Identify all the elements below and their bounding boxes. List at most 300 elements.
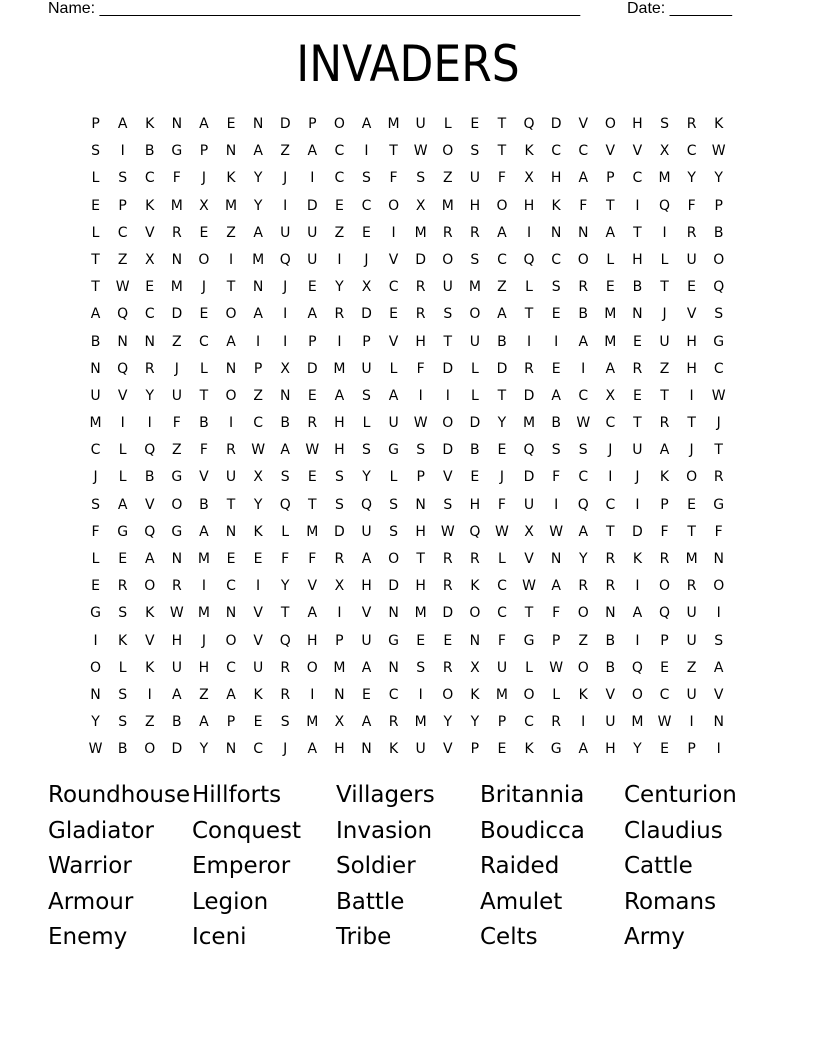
- grid-letter: R: [307, 415, 318, 432]
- grid-letter: I: [526, 224, 532, 241]
- grid-letter: P: [362, 333, 371, 350]
- grid-letter: S: [91, 496, 100, 513]
- grid-letter: H: [632, 251, 643, 268]
- grid-letter: T: [606, 523, 615, 540]
- grid-letter: O: [198, 251, 210, 268]
- grid-letter: X: [253, 469, 263, 486]
- grid-letter: S: [551, 442, 561, 459]
- grid-letter: J: [689, 442, 694, 459]
- grid-letter: C: [605, 496, 616, 513]
- grid-letter: P: [714, 197, 723, 214]
- grid-letter: L: [525, 659, 533, 676]
- grid-letter: R: [713, 469, 724, 486]
- grid-letter: W: [413, 415, 428, 432]
- grid-letter: U: [361, 523, 372, 540]
- grid-letter: W: [169, 605, 184, 622]
- grid-letter: S: [578, 442, 588, 459]
- grid-letter: L: [362, 415, 371, 432]
- grid-letter: O: [496, 197, 508, 214]
- grid-letter: S: [362, 170, 371, 187]
- grid-letter: H: [415, 578, 426, 595]
- grid-letter: X: [524, 523, 534, 540]
- grid-letter: G: [171, 143, 183, 160]
- word-list-item: Celts: [480, 924, 538, 951]
- grid-letter: E: [253, 551, 263, 567]
- grid-letter: F: [172, 170, 181, 187]
- grid-letter: K: [470, 578, 480, 595]
- grid-letter: E: [307, 279, 317, 296]
- grid-letter: J: [364, 251, 369, 268]
- grid-letter: R: [632, 360, 643, 377]
- grid-letter: I: [635, 632, 640, 649]
- grid-letter: M: [197, 551, 210, 567]
- grid-letter: N: [117, 333, 128, 350]
- grid-letter: F: [91, 523, 100, 540]
- grid-letter: U: [307, 224, 318, 241]
- grid-letter: Z: [199, 686, 209, 703]
- grid-letter: I: [635, 496, 640, 513]
- grid-letter: N: [171, 251, 183, 268]
- grid-letter: A: [199, 116, 209, 132]
- grid-letter: P: [91, 116, 100, 132]
- grid-letter: Q: [279, 251, 291, 268]
- grid-letter: B: [470, 442, 480, 459]
- grid-letter: T: [443, 333, 453, 350]
- grid-letter: A: [144, 551, 155, 567]
- grid-letter: M: [495, 686, 508, 703]
- grid-letter: E: [91, 197, 100, 214]
- grid-letter: G: [713, 333, 725, 350]
- grid-letter: M: [89, 415, 102, 432]
- grid-letter: K: [253, 686, 263, 703]
- grid-letter: C: [388, 686, 399, 703]
- grid-letter: G: [117, 523, 129, 540]
- grid-letter: C: [605, 415, 616, 432]
- grid-letter: Q: [279, 632, 291, 649]
- grid-letter: R: [551, 714, 561, 731]
- grid-letter: D: [306, 197, 318, 214]
- grid-letter: L: [606, 251, 615, 268]
- grid-letter: I: [310, 686, 315, 703]
- grid-letter: A: [117, 116, 128, 132]
- grid-letter: T: [714, 442, 723, 459]
- grid-letter: M: [468, 279, 481, 296]
- grid-letter: K: [524, 741, 534, 758]
- grid-letter: T: [389, 143, 398, 160]
- grid-letter: A: [551, 578, 561, 595]
- word-list: [48, 778, 768, 956]
- grid-letter: I: [662, 224, 667, 241]
- word-list-item: Centurion: [624, 782, 737, 808]
- grid-letter: F: [281, 551, 290, 567]
- grid-letter: R: [578, 279, 589, 296]
- grid-letter: Z: [497, 279, 507, 296]
- grid-letter: N: [225, 360, 237, 377]
- grid-letter: C: [497, 605, 507, 622]
- grid-letter: Z: [659, 360, 670, 377]
- grid-letter: D: [415, 251, 427, 268]
- grid-letter: D: [469, 415, 481, 432]
- grid-letter: U: [171, 659, 182, 676]
- grid-letter: E: [91, 578, 100, 595]
- grid-letter: L: [118, 442, 127, 459]
- grid-letter: T: [308, 496, 317, 513]
- grid-letter: D: [632, 523, 643, 540]
- grid-letter: O: [713, 578, 725, 595]
- word-list-item: Armour: [48, 888, 134, 915]
- grid-letter: I: [93, 632, 98, 649]
- grid-letter: E: [362, 686, 371, 703]
- grid-letter: T: [633, 415, 642, 432]
- grid-letter: B: [551, 415, 561, 432]
- grid-letter: H: [334, 442, 345, 459]
- grid-letter: T: [497, 116, 507, 132]
- grid-letter: V: [144, 632, 155, 649]
- grid-letter: I: [228, 251, 234, 268]
- grid-letter: O: [388, 197, 400, 214]
- grid-letter: J: [201, 170, 206, 187]
- grid-letter: W: [549, 659, 564, 676]
- grid-letter: L: [552, 686, 561, 703]
- grid-letter: A: [280, 442, 290, 459]
- grid-letter: U: [361, 632, 372, 649]
- grid-letter: S: [470, 143, 480, 160]
- grid-letter: F: [199, 442, 208, 459]
- grid-letter: R: [388, 714, 399, 731]
- grid-letter: W: [711, 387, 726, 404]
- grid-letter: H: [334, 415, 345, 432]
- word-list-item: Cattle: [624, 853, 693, 880]
- grid-letter: O: [577, 605, 589, 622]
- grid-letter: Y: [280, 578, 290, 595]
- grid-letter: Y: [253, 170, 263, 187]
- grid-letter: M: [604, 306, 617, 323]
- grid-letter: K: [714, 116, 724, 132]
- grid-letter: R: [415, 279, 426, 296]
- grid-letter: I: [608, 469, 613, 486]
- grid-letter: K: [145, 659, 155, 676]
- grid-letter: D: [334, 523, 345, 540]
- grid-letter: T: [633, 224, 642, 241]
- grid-letter: H: [469, 197, 481, 214]
- grid-letter: J: [635, 469, 640, 486]
- grid-letter: E: [226, 551, 236, 567]
- grid-letter: I: [120, 415, 125, 432]
- grid-letter: M: [252, 251, 265, 268]
- grid-letter: B: [144, 143, 155, 160]
- grid-letter: U: [252, 659, 264, 676]
- grid-letter: W: [440, 523, 455, 540]
- grid-letter: U: [686, 251, 697, 268]
- grid-letter: H: [198, 659, 210, 676]
- grid-letter: V: [713, 686, 724, 703]
- grid-letter: G: [171, 523, 183, 540]
- grid-letter: N: [415, 496, 426, 513]
- word-list-item: Britannia: [480, 782, 585, 808]
- word-list-item: Legion: [192, 888, 269, 915]
- grid-letter: P: [226, 714, 236, 731]
- grid-letter: H: [361, 578, 372, 595]
- grid-letter: S: [389, 496, 399, 513]
- grid-letter: N: [225, 523, 237, 540]
- word-list-item: Iceni: [192, 924, 247, 951]
- grid-letter: M: [170, 279, 183, 296]
- grid-letter: Y: [199, 741, 209, 758]
- grid-letter: O: [90, 659, 102, 676]
- grid-letter: N: [90, 686, 101, 703]
- grid-letter: S: [334, 496, 344, 513]
- grid-letter: O: [144, 578, 156, 595]
- grid-letter: L: [91, 170, 100, 187]
- grid-letter: U: [415, 741, 426, 758]
- grid-letter: J: [283, 170, 288, 187]
- grid-letter: W: [115, 279, 130, 296]
- grid-letter: I: [147, 686, 152, 703]
- grid-letter: S: [280, 714, 290, 731]
- grid-letter: S: [470, 251, 480, 268]
- grid-letter: R: [659, 551, 670, 567]
- grid-letter: E: [362, 224, 371, 241]
- grid-letter: U: [605, 714, 616, 731]
- grid-letter: C: [686, 143, 697, 160]
- grid-letter: O: [631, 686, 643, 703]
- grid-letter: N: [550, 551, 562, 567]
- grid-letter: C: [253, 415, 263, 432]
- grid-letter: C: [199, 333, 209, 350]
- grid-letter: P: [335, 632, 344, 649]
- grid-letter: T: [687, 523, 696, 540]
- grid-letter: X: [334, 578, 345, 595]
- grid-letter: Y: [91, 714, 100, 731]
- grid-letter: C: [713, 360, 724, 377]
- grid-letter: G: [388, 442, 399, 459]
- grid-letter: N: [225, 741, 237, 758]
- grid-letter: V: [144, 496, 155, 513]
- grid-letter: O: [469, 605, 481, 622]
- grid-letter: G: [713, 496, 725, 513]
- grid-letter: Y: [253, 496, 263, 513]
- word-list-item: Romans: [624, 888, 717, 915]
- grid-letter: L: [470, 387, 479, 404]
- grid-letter: O: [171, 496, 183, 513]
- grid-letter: T: [226, 496, 236, 513]
- grid-letter: J: [283, 741, 288, 758]
- header: [48, 0, 748, 20]
- grid-letter: Q: [117, 360, 129, 377]
- grid-letter: X: [144, 251, 155, 268]
- grid-letter: Z: [334, 224, 345, 241]
- grid-letter: A: [578, 333, 589, 350]
- grid-letter: N: [550, 224, 562, 241]
- grid-letter: R: [442, 224, 453, 241]
- grid-letter: R: [144, 360, 155, 377]
- grid-letter: A: [307, 605, 318, 622]
- grid-letter: U: [686, 632, 697, 649]
- grid-letter: U: [469, 333, 480, 350]
- grid-letter: I: [364, 143, 369, 160]
- grid-letter: G: [550, 741, 562, 758]
- grid-letter: A: [90, 306, 101, 323]
- grid-letter: A: [578, 170, 589, 187]
- grid-letter: L: [118, 659, 127, 676]
- grid-letter: M: [224, 197, 238, 214]
- grid-letter: R: [442, 551, 453, 567]
- grid-letter: T: [199, 387, 209, 404]
- grid-letter: N: [171, 116, 183, 132]
- grid-letter: Q: [523, 442, 535, 459]
- grid-letter: O: [713, 251, 725, 268]
- grid-letter: K: [524, 143, 534, 160]
- grid-letter: H: [415, 523, 426, 540]
- grid-letter: A: [605, 360, 616, 377]
- word-list-item: Soldier: [336, 853, 416, 880]
- grid-letter: C: [90, 442, 101, 459]
- grid-letter: K: [118, 632, 128, 649]
- grid-letter: B: [632, 279, 643, 296]
- grid-letter: X: [361, 279, 372, 296]
- grid-letter: P: [253, 360, 263, 377]
- grid-letter: R: [469, 224, 480, 241]
- grid-letter: D: [442, 360, 454, 377]
- grid-letter: E: [551, 306, 561, 323]
- grid-letter: F: [552, 469, 561, 486]
- grid-letter: X: [470, 659, 480, 676]
- grid-letter: X: [199, 197, 209, 214]
- grid-letter: L: [498, 551, 506, 567]
- grid-letter: P: [308, 333, 317, 350]
- grid-letter: V: [605, 686, 616, 703]
- grid-letter: D: [523, 469, 535, 486]
- grid-letter: R: [686, 578, 697, 595]
- grid-letter: T: [226, 279, 236, 296]
- grid-letter: M: [441, 197, 454, 214]
- grid-letter: S: [118, 686, 128, 703]
- grid-letter: M: [306, 714, 319, 731]
- grid-letter: A: [605, 224, 616, 241]
- grid-letter: X: [334, 714, 345, 731]
- grid-letter: Q: [144, 442, 156, 459]
- grid-letter: O: [225, 306, 237, 323]
- grid-letter: Z: [144, 714, 155, 731]
- grid-letter: R: [171, 224, 182, 241]
- grid-letter: I: [147, 415, 152, 432]
- grid-letter: A: [117, 496, 128, 513]
- grid-letter: C: [226, 659, 236, 676]
- grid-letter: E: [470, 116, 480, 132]
- grid-letter: H: [523, 197, 535, 214]
- grid-letter: P: [497, 714, 507, 731]
- grid-letter: A: [361, 659, 372, 676]
- grid-letter: U: [90, 387, 101, 404]
- grid-letter: S: [714, 632, 724, 649]
- grid-letter: F: [714, 523, 723, 540]
- grid-letter: A: [578, 741, 589, 758]
- grid-letter: N: [334, 686, 345, 703]
- grid-letter: H: [686, 333, 697, 350]
- grid-letter: S: [118, 605, 128, 622]
- grid-letter: Z: [117, 251, 128, 268]
- grid-letter: S: [714, 306, 724, 323]
- grid-letter: R: [686, 116, 697, 132]
- grid-letter: R: [334, 306, 345, 323]
- grid-letter: N: [388, 605, 399, 622]
- word-list-item: Villagers: [336, 782, 435, 808]
- grid-letter: C: [226, 578, 236, 595]
- grid-letter: C: [578, 387, 589, 404]
- grid-letter: B: [280, 415, 290, 432]
- grid-letter: C: [578, 469, 589, 486]
- grid-letter: L: [281, 523, 290, 540]
- grid-letter: D: [388, 578, 399, 595]
- grid-letter: E: [307, 387, 317, 404]
- grid-letter: N: [252, 279, 264, 296]
- grid-letter: T: [606, 197, 615, 214]
- grid-letter: P: [199, 143, 209, 160]
- grid-letter: A: [307, 741, 318, 758]
- grid-letter: K: [659, 469, 670, 486]
- grid-letter: P: [308, 116, 317, 132]
- grid-letter: U: [442, 279, 453, 296]
- grid-letter: A: [253, 143, 263, 160]
- grid-letter: Z: [172, 442, 182, 459]
- grid-letter: K: [578, 686, 588, 703]
- grid-letter: C: [334, 143, 345, 160]
- grid-letter: V: [117, 387, 128, 404]
- grid-letter: P: [118, 197, 127, 214]
- grid-letter: I: [635, 578, 640, 595]
- grid-letter: B: [713, 224, 724, 241]
- grid-letter: B: [144, 469, 155, 486]
- grid-letter: T: [280, 605, 290, 622]
- grid-letter: P: [687, 741, 696, 758]
- grid-letter: N: [361, 741, 372, 758]
- grid-letter: M: [523, 415, 536, 432]
- grid-letter: E: [145, 279, 155, 296]
- grid-letter: P: [606, 170, 615, 187]
- grid-letter: H: [605, 741, 616, 758]
- grid-letter: J: [608, 442, 613, 459]
- grid-letter: I: [418, 686, 423, 703]
- grid-letter: Q: [360, 496, 372, 513]
- grid-letter: M: [414, 714, 427, 731]
- grid-letter: R: [334, 551, 345, 567]
- grid-letter: E: [334, 197, 344, 214]
- grid-letter: W: [251, 442, 266, 459]
- grid-letter: Y: [578, 551, 588, 567]
- grid-letter: J: [201, 279, 206, 296]
- grid-letter: R: [605, 578, 616, 595]
- grid-letter: X: [280, 360, 290, 377]
- grid-letter: P: [416, 469, 425, 486]
- grid-letter: W: [576, 415, 591, 432]
- grid-letter: D: [550, 116, 562, 132]
- grid-letter: E: [253, 714, 263, 731]
- grid-letter: S: [389, 523, 399, 540]
- grid-letter: C: [334, 170, 345, 187]
- word-list-item: Amulet: [480, 888, 563, 915]
- grid-letter: B: [605, 659, 616, 676]
- grid-letter: E: [443, 632, 453, 649]
- grid-letter: M: [414, 224, 427, 241]
- grid-letter: O: [686, 469, 698, 486]
- grid-letter: U: [415, 116, 426, 132]
- grid-letter: O: [577, 659, 589, 676]
- date-field: Date: _______: [627, 0, 732, 17]
- grid-letter: J: [174, 360, 179, 377]
- grid-letter: O: [604, 116, 616, 132]
- grid-letter: C: [388, 279, 399, 296]
- grid-letter: W: [549, 523, 564, 540]
